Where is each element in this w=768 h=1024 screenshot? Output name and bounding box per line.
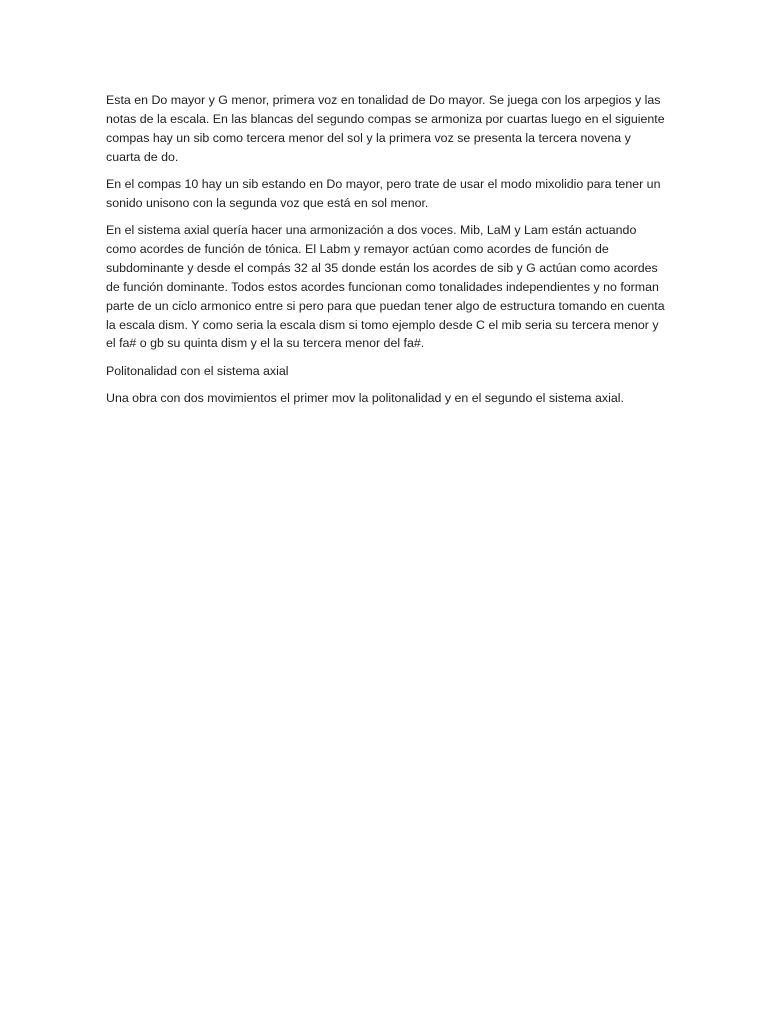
paragraph-axial-system: En el sistema axial quería hacer una armonización a dos voces. Mib, LaM y Lam están actuando como acordes de función de tónica. El Labm y remayor actúan como acordes de función de subdominante y desde el compás 32 al 35 donde están los acordes de sib y G actúan como acordes de función dominante. Todos estos acordes funcionan como tonalidades independientes y no forman parte de un ciclo armonico entre si pero para que puedan tener algo de estructura tomando en cuenta la escala dism. Y como seria la escala dism si tomo ejemplo desde C el mib seria su tercera menor y el fa# o gb su quinta dism y el la su tercera menor del fa#. [106, 223, 665, 351]
paragraph-work-summary: Una obra con dos movimientos el primer mov la politonalidad y en el segundo el sistema axial. [106, 390, 624, 405]
paragraph-tonality-intro: Esta en Do mayor y G menor, primera voz en tonalidad de Do mayor. Se juega con los arpegios y las notas de la escala. En las blancas del segundo compas se armoniza por cuartas luego en el siguiente compas hay un sib como tercera menor del sol y la primera voz se presenta la tercera novena y cuarta de do. [106, 93, 665, 164]
paragraph-measure-10: En el compas 10 hay un sib estando en Do mayor, pero trate de usar el modo mixolidio para tener un sonido unisono con la segunda voz que está en sol menor. [106, 176, 661, 210]
document-body [106, 91, 668, 416]
paragraph-politonality-heading: Politonalidad con el sistema axial [106, 363, 289, 378]
